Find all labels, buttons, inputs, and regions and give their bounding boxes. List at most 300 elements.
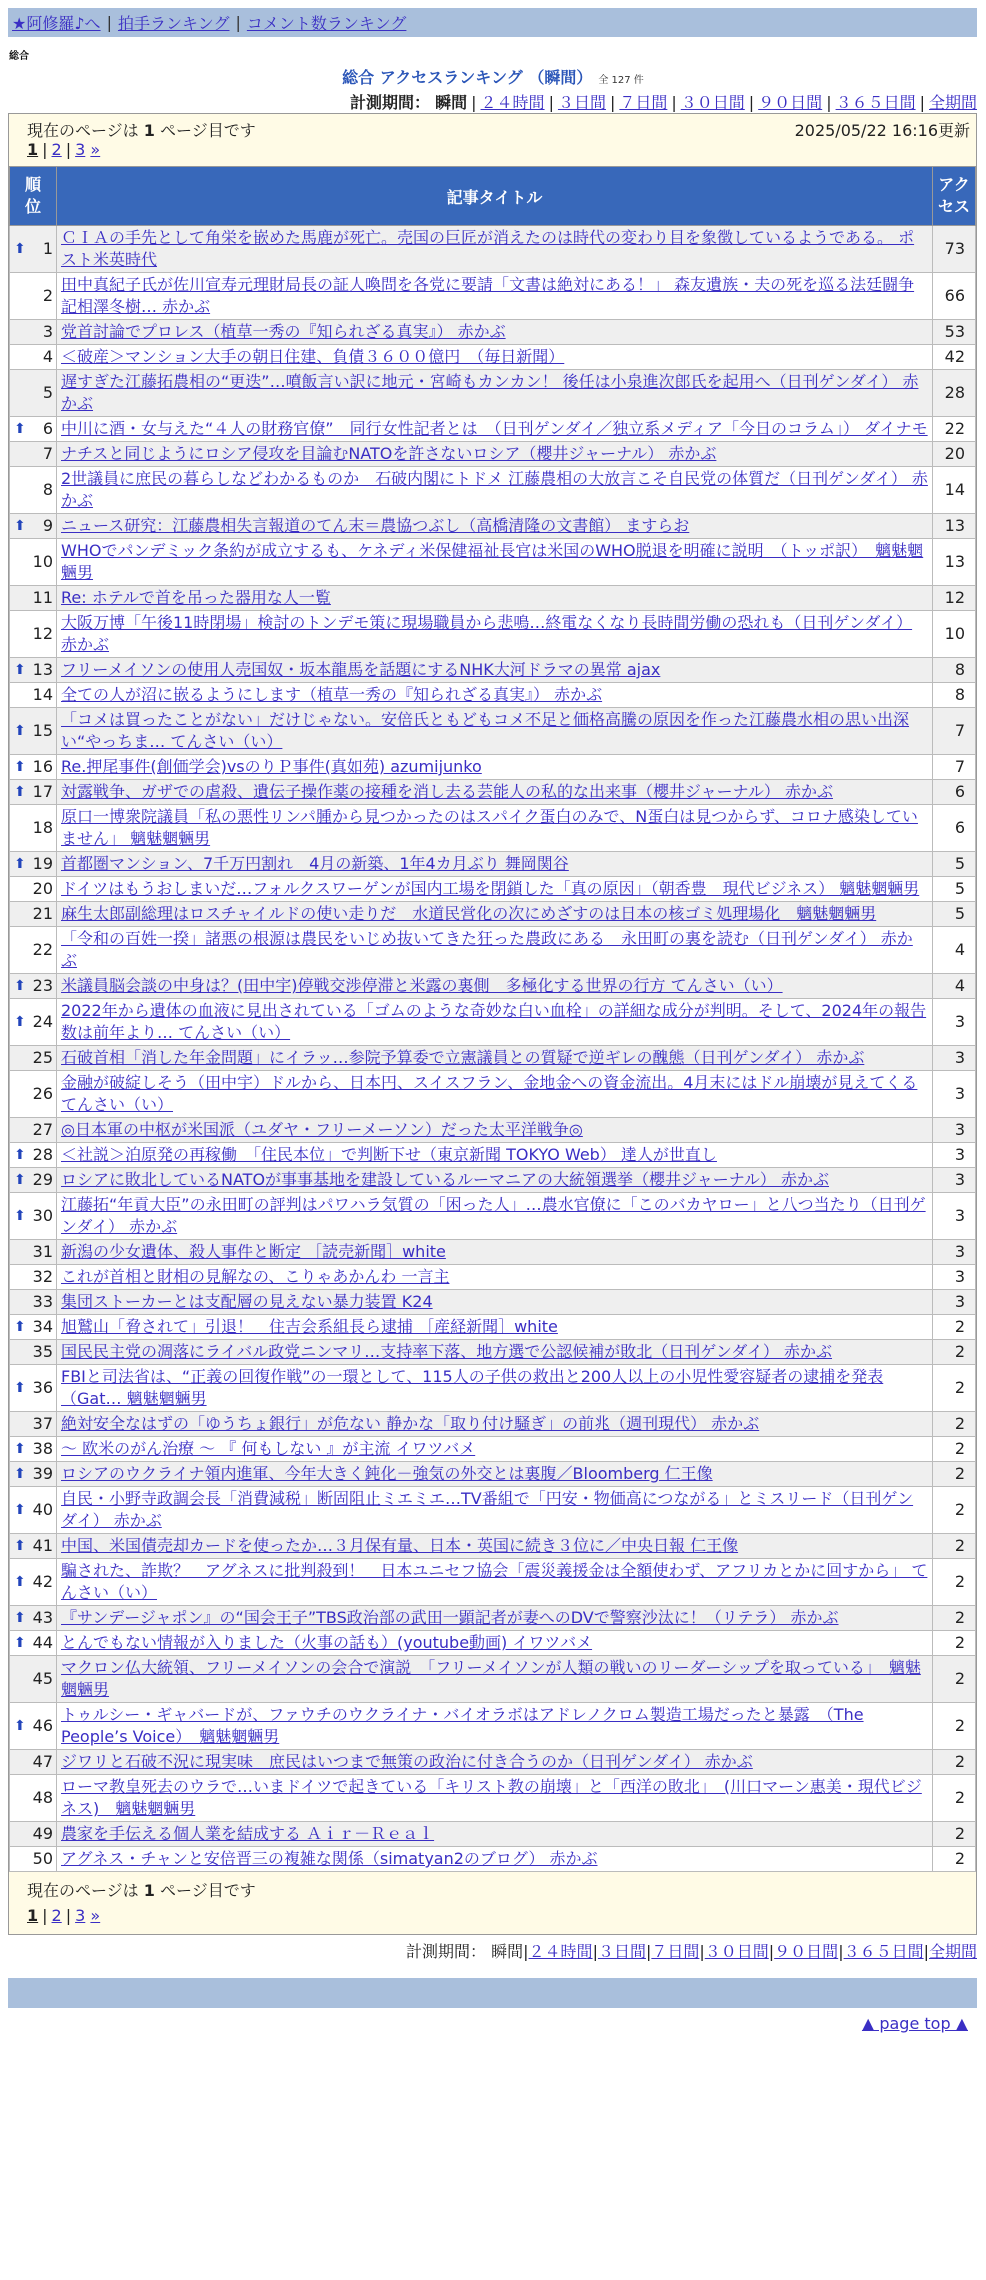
rank-number: 16 — [32, 757, 53, 776]
page-link[interactable]: 2 — [51, 140, 62, 159]
table-row — [10, 1606, 976, 1631]
rank-cell — [10, 683, 57, 708]
period-separator: | — [523, 1942, 529, 1961]
access-count: 2 — [933, 1631, 976, 1656]
article-link[interactable]: 遅すぎた江藤拓農相の“更迭”…噴飯言い訳に地元・宮崎もカンカン！ 後任は小泉進次郎氏を起用へ（日刊ゲンダイ） 赤かぶ — [61, 372, 919, 413]
rank-up-arrow-icon: ⬆ — [14, 1147, 26, 1163]
title-cell — [57, 1487, 933, 1534]
rank-cell — [10, 1559, 57, 1606]
rank-up-arrow-icon: ⬆ — [14, 1441, 26, 1457]
rank-number: 45 — [32, 1669, 53, 1688]
article-link[interactable]: 絶対安全なはずの「ゆうちょ銀行」が危ない 静かな「取り付け騒ぎ」の前兆（週刊現代） 赤かぶ — [61, 1414, 760, 1433]
period-separator: | — [592, 1942, 598, 1961]
article-link[interactable]: 麻生太郎副総理はロスチャイルドの使い走りだ 水道民営化の次にめざすのは日本の核ゴミ処理場化 魑魅魍魎男 — [61, 904, 877, 923]
ranking-table — [9, 166, 976, 1872]
period-option: 瞬間 — [435, 93, 468, 112]
bottom-bar — [8, 1978, 977, 2008]
title-cell — [57, 539, 933, 586]
access-count: 2 — [933, 1656, 976, 1703]
rank-cell — [10, 539, 57, 586]
table-row — [10, 999, 976, 1046]
article-link[interactable]: ジワリと石破不況に現実味 庶民はいつまで無策の政治に付き合うのか（日刊ゲンダイ） 赤かぶ — [61, 1752, 753, 1771]
rank-cell — [10, 1487, 57, 1534]
rank-up-arrow-icon: ⬆ — [14, 241, 26, 257]
access-count: 42 — [933, 345, 976, 370]
title-cell — [57, 1822, 933, 1847]
rank-number: 42 — [32, 1572, 53, 1591]
period-option[interactable]: 全期間 — [928, 93, 977, 112]
table-row — [10, 1412, 976, 1437]
updated-time: 2025/05/22 16:16更新 — [794, 121, 970, 140]
rank-number: 46 — [32, 1716, 53, 1735]
access-count: 8 — [933, 683, 976, 708]
rank-cell — [10, 708, 57, 755]
access-count: 2 — [933, 1847, 976, 1872]
rank-number: 29 — [32, 1170, 53, 1189]
access-count: 2 — [933, 1437, 976, 1462]
rank-cell — [10, 320, 57, 345]
article-link[interactable]: 原口一博衆院議員「私の悪性リンパ腫から見つかったのはスパイク蛋白のみで、N蛋白は見つからず、コロナ感染していません」 魑魅魍魎男 — [61, 807, 918, 848]
rank-number: 24 — [32, 1012, 53, 1031]
table-row — [10, 877, 976, 902]
period-separator: | — [919, 93, 925, 112]
rank-number: 27 — [32, 1120, 53, 1139]
rank-number: 2 — [42, 286, 53, 305]
table-row — [10, 586, 976, 611]
rank-cell — [10, 1118, 57, 1143]
article-link[interactable]: 石破首相「消した年金問題」にイラッ…参院予算委で立憲議員との質疑で逆ギレの醜態（日刊ゲンダイ） 赤かぶ — [61, 1048, 865, 1067]
page-link[interactable]: 3 — [75, 140, 86, 159]
rank-cell — [10, 1631, 57, 1656]
access-count: 22 — [933, 417, 976, 442]
period-option[interactable]: ３０日間 — [680, 93, 745, 112]
article-link[interactable]: ◎日本軍の中枢が米国派（ユダヤ・フリーメーソン）だった太平洋戦争◎ — [61, 1120, 583, 1139]
rank-number: 19 — [32, 854, 53, 873]
title-cell — [57, 370, 933, 417]
table-row — [10, 974, 976, 999]
rank-cell — [10, 1412, 57, 1437]
rank-number: 50 — [32, 1849, 53, 1868]
article-link[interactable]: WHOでパンデミック条約が成立するも、ケネディ米保健福祉長官は米国のWHO脱退を明確に説明 （トッポ訳） 魑魅魍魎男 — [61, 541, 924, 582]
access-count: 2 — [933, 1487, 976, 1534]
period-label: 計測期間： — [406, 1942, 487, 1961]
page-top-link[interactable]: ▲ page top ▲ — [861, 2014, 968, 2033]
next-page-link[interactable]: » — [90, 1906, 101, 1925]
rank-cell — [10, 1703, 57, 1750]
rank-number: 39 — [32, 1464, 53, 1483]
nav-separator: | — [235, 13, 241, 32]
access-count: 4 — [933, 927, 976, 974]
rank-up-arrow-icon: ⬆ — [14, 421, 26, 437]
article-link[interactable]: 集団ストーカーとは支配層の見えない暴力装置 K24 — [61, 1292, 433, 1311]
article-link[interactable]: 全ての人が沼に嵌るようにします（植草一秀の『知られざる真実』） 赤かぶ — [61, 685, 603, 704]
table-header-row — [10, 167, 976, 226]
access-count: 66 — [933, 273, 976, 320]
period-separator: | — [609, 93, 616, 112]
period-separator: | — [748, 93, 755, 112]
table-row — [10, 683, 976, 708]
title-cell — [57, 1656, 933, 1703]
rank-cell — [10, 370, 57, 417]
rank-up-arrow-icon: ⬆ — [14, 784, 26, 800]
table-row — [10, 1143, 976, 1168]
rank-cell — [10, 1340, 57, 1365]
rank-up-arrow-icon: ⬆ — [14, 1014, 26, 1030]
rank-up-arrow-icon: ⬆ — [14, 978, 26, 994]
article-link[interactable]: 「令和の百姓一揆」諸悪の根源は農民をいじめ抜いてきた狂った農政にある 永田町の裏を読む（日刊ゲンダイ） 赤かぶ — [61, 929, 913, 970]
article-link[interactable]: 中国、米国債売却カードを使ったか…３月保有量、日本・英国に続き３位に／中央日報 仁王像 — [61, 1536, 739, 1555]
article-link[interactable]: ＣＩＡの手先として角栄を嵌めた馬鹿が死亡。売国の巨匠が消えたのは時代の変わり目を象徴しているようである。 ポスト米英時代 — [61, 228, 915, 269]
access-count: 10 — [933, 611, 976, 658]
table-row — [10, 708, 976, 755]
period-option[interactable]: ７日間 — [619, 93, 668, 112]
rank-cell — [10, 1193, 57, 1240]
rank-number: 10 — [32, 552, 53, 571]
period-separator: | — [645, 1942, 652, 1961]
access-count: 2 — [933, 1750, 976, 1775]
period-option[interactable]: ３０日間 — [704, 1942, 769, 1961]
access-count: 2 — [933, 1606, 976, 1631]
title-cell — [57, 1534, 933, 1559]
rank-number: 18 — [32, 818, 53, 837]
access-count: 3 — [933, 1168, 976, 1193]
access-count: 3 — [933, 999, 976, 1046]
title-cell — [57, 974, 933, 999]
article-link[interactable]: 旭鷲山「脅されて」引退！ 住吉会系組長ら逮捕 ［産経新聞］white — [61, 1317, 558, 1336]
period-separator: | — [768, 1942, 775, 1961]
title-cell — [57, 442, 933, 467]
table-row — [10, 1437, 976, 1462]
access-count: 28 — [933, 370, 976, 417]
period-option[interactable]: ９０日間 — [758, 93, 823, 112]
rank-cell — [10, 1847, 57, 1872]
table-row — [10, 1340, 976, 1365]
period-separator: | — [548, 93, 554, 112]
article-link[interactable]: トゥルシー・ギャバードが、ファウチのウクライナ・バイオラボはアドレノクロム製造工場だったと暴露 （The People’s Voice） 魑魅魍魎男 — [61, 1705, 864, 1746]
rank-cell — [10, 1265, 57, 1290]
article-link[interactable]: 『サンデージャポン』の“国会王子”TBS政治部の武田一顕記者が妻へのDVで警察沙汰に！（リテラ） 赤かぶ — [61, 1608, 839, 1627]
period-option[interactable]: ３日間 — [557, 93, 606, 112]
table-row — [10, 345, 976, 370]
article-link[interactable]: フリーメイソンの使用人売国奴・坂本龍馬を話題にするNHK大河ドラマの異常 ajax — [61, 660, 661, 679]
period-option[interactable]: ９０日間 — [774, 1942, 839, 1961]
title-cell — [57, 1240, 933, 1265]
rank-up-arrow-icon: ⬆ — [14, 1208, 26, 1224]
article-link[interactable]: FBIと司法省は、“正義の回復作戦”の一環として、115人の子供の救出と200人以上の小児性愛容疑者の逮捕を発表（Gat… 魑魅魍魎男 — [61, 1367, 884, 1408]
pager-separator: | — [65, 140, 72, 159]
table-row — [10, 1775, 976, 1822]
access-count: 7 — [933, 708, 976, 755]
rank-cell — [10, 877, 57, 902]
period-separator: | — [826, 93, 832, 112]
table-row — [10, 902, 976, 927]
article-link[interactable]: ローマ教皇死去のウラで…いまドイツで起きている「キリスト教の崩壊」と「西洋の敗北」 (川口マーン惠美・現代ビジネス) 魑魅魍魎男 — [61, 1777, 922, 1818]
title-cell — [57, 755, 933, 780]
access-count: 13 — [933, 514, 976, 539]
rank-up-arrow-icon: ⬆ — [14, 1319, 26, 1335]
article-link[interactable]: 大阪万博「午後11時閉場」検討のトンデモ策に現場職員から悲鳴…終電なくなり長時間労働の恐れも（日刊ゲンダイ） 赤かぶ — [61, 613, 913, 654]
rank-cell — [10, 442, 57, 467]
pager-separator: | — [42, 1906, 48, 1925]
title-cell — [57, 467, 933, 514]
title-cell — [57, 805, 933, 852]
access-count: 2 — [933, 1365, 976, 1412]
article-link[interactable]: 自民・小野寺政調会長「消費減税」断固阻止ミエミエ…TV番組で「円安・物価高につながる」とミスリード（日刊ゲンダイ） 赤かぶ — [61, 1489, 914, 1530]
rank-number: 47 — [32, 1752, 53, 1771]
table-row — [10, 1822, 976, 1847]
title-cell — [57, 417, 933, 442]
article-link[interactable]: ロシアに敗北しているNATOが事事基地を建設しているルーマニアの大統領選挙（櫻井ジャーナル） 赤かぶ — [61, 1170, 830, 1189]
period-option[interactable]: ２４時間 — [480, 93, 545, 112]
table-row — [10, 1462, 976, 1487]
access-count: 2 — [933, 1822, 976, 1847]
rank-cell — [10, 1168, 57, 1193]
table-row — [10, 805, 976, 852]
ranking-title-line — [0, 65, 986, 88]
rank-cell — [10, 417, 57, 442]
article-link[interactable]: 新潟の少女遺体、殺人事件と断定 ［読売新聞］white — [61, 1242, 446, 1261]
article-link[interactable]: ＜社説＞泊原発の再稼働 「住民本位」で判断下せ（東京新聞 TOKYO Web） 達人が世直し — [61, 1145, 717, 1164]
article-link[interactable]: マクロン仏大統領、フリーメイソンの会合で演説 「フリーメイソンが人類の戦いのリーダーシップを取っている」 魑魅魍魎男 — [61, 1658, 921, 1699]
article-link[interactable]: ～ 欧米のがん治療 ～ 『 何もしない 』が主流 イワツバメ — [61, 1439, 476, 1458]
rank-up-arrow-icon: ⬆ — [14, 856, 26, 872]
article-link[interactable]: 国民民主党の凋落にライバル政党ニンマリ…支持率下落、地方選で公認候補が敗北（日刊ゲンダイ） 赤かぶ — [61, 1342, 833, 1361]
title-cell — [57, 611, 933, 658]
table-row — [10, 852, 976, 877]
article-link[interactable]: 2022年から遺体の血液に見出されている「ゴムのような奇妙な白い血栓」の詳細な成分が判明。そして、2024年の報告数は前年より… てんさい（い） — [61, 1001, 927, 1042]
rank-cell — [10, 1534, 57, 1559]
rank-number: 11 — [32, 588, 53, 607]
article-link[interactable]: Re.押尾事件(創価学会)vsのりＰ事件(真如苑) azumijunko — [61, 757, 482, 776]
comment-ranking-link[interactable]: コメント数ランキング — [246, 14, 407, 33]
rank-cell — [10, 780, 57, 805]
access-count: 20 — [933, 442, 976, 467]
page-status-row-bottom — [9, 1872, 976, 1900]
period-separator: | — [699, 1942, 705, 1961]
period-selector-bottom — [0, 1939, 977, 1962]
rank-cell — [10, 1365, 57, 1412]
title-cell — [57, 226, 933, 273]
access-count: 2 — [933, 1315, 976, 1340]
title-cell — [57, 1290, 933, 1315]
article-link[interactable]: ＜破産＞マンション大手の朝日住建、負債３６００億円 （毎日新聞） — [61, 347, 565, 366]
rank-number: 8 — [42, 480, 53, 499]
article-link[interactable]: 江藤拓“年貢大臣”の永田町の評判はパワハラ気質の「困った人」…農水官僚に「このバカヤロー」と八つ当たり（日刊ゲンダイ） 赤かぶ — [61, 1195, 926, 1236]
period-separator: | — [671, 93, 677, 112]
rank-number: 32 — [32, 1267, 53, 1286]
pager-top — [9, 140, 976, 166]
article-link[interactable]: 騙された、詐欺？ アグネスに批判殺到！ 日本ユニセフ協会「震災義援金は全額使わず、アフリカとかに回すから」 てんさい（い） — [61, 1561, 928, 1602]
rank-number: 13 — [32, 660, 53, 679]
table-row — [10, 1365, 976, 1412]
rank-number: 44 — [32, 1633, 53, 1652]
title-cell — [57, 1046, 933, 1071]
access-count: 3 — [933, 1046, 976, 1071]
rank-number: 4 — [42, 347, 53, 366]
rank-up-arrow-icon: ⬆ — [14, 1538, 26, 1554]
rank-number: 38 — [32, 1439, 53, 1458]
rank-cell — [10, 927, 57, 974]
rank-number: 22 — [32, 940, 53, 959]
rank-up-arrow-icon: ⬆ — [14, 1380, 26, 1396]
article-link[interactable]: これが首相と財相の見解なの、こりゃあかんわ 一言主 — [61, 1267, 450, 1286]
access-count: 2 — [933, 1703, 976, 1750]
article-link[interactable]: ドイツはもうおしまいだ…フォルクスワーゲンが国内工場を閉鎖した「真の原因」（朝香豊 現代ビジネス） 魑魅魍魎男 — [61, 879, 920, 898]
article-link[interactable]: 田中真紀子氏が佐川宣寿元理財局長の証人喚問を各党に要請「文書は絶対にある！」 森友遺族・夫の死を巡る法廷闘争記相澤冬樹… 赤かぶ — [61, 275, 915, 316]
rank-up-arrow-icon: ⬆ — [14, 1502, 26, 1518]
page-status: 現在のページは 1 ページ目です — [27, 121, 256, 140]
access-count: 2 — [933, 1775, 976, 1822]
rank-header: 順 位 — [10, 167, 57, 226]
access-count: 8 — [933, 658, 976, 683]
rank-number: 49 — [32, 1824, 53, 1843]
rank-up-arrow-icon: ⬆ — [14, 518, 26, 534]
table-row — [10, 1265, 976, 1290]
title-cell — [57, 1118, 933, 1143]
rank-up-arrow-icon: ⬆ — [14, 1466, 26, 1482]
applause-ranking-link[interactable]: 拍手ランキング — [117, 14, 230, 33]
rank-number: 5 — [42, 383, 53, 402]
access-count: 13 — [933, 539, 976, 586]
rank-cell — [10, 902, 57, 927]
access-count: 73 — [933, 226, 976, 273]
rank-number: 6 — [42, 419, 53, 438]
table-row — [10, 226, 976, 273]
article-link[interactable]: 首都圏マンション、7千万円割れ 4月の新築、1年4カ月ぶり 舞岡関谷 — [61, 854, 569, 873]
rank-number: 37 — [32, 1414, 53, 1433]
table-row — [10, 1168, 976, 1193]
table-row — [10, 370, 976, 417]
access-count: 5 — [933, 877, 976, 902]
total-count: 全 127 件 — [598, 75, 644, 86]
article-link[interactable]: Re: ホテルで首を吊った器用な人一覧 — [61, 588, 331, 607]
rank-cell — [10, 586, 57, 611]
title-cell — [57, 1412, 933, 1437]
title-cell — [57, 658, 933, 683]
rank-number: 20 — [32, 879, 53, 898]
title-cell — [57, 1193, 933, 1240]
rank-cell — [10, 345, 57, 370]
table-row — [10, 1290, 976, 1315]
period-option[interactable]: ３６５日間 — [843, 1942, 924, 1961]
rank-number: 43 — [32, 1608, 53, 1627]
article-link[interactable]: とんでもない情報が入りました（火事の話も）(youtube動画) イワツバメ — [61, 1633, 593, 1652]
rank-cell — [10, 514, 57, 539]
period-option[interactable]: ２４時間 — [528, 1942, 593, 1961]
access-count: 3 — [933, 1193, 976, 1240]
period-option[interactable]: 全期間 — [928, 1942, 977, 1961]
access-count: 4 — [933, 974, 976, 999]
table-row — [10, 1631, 976, 1656]
period-option[interactable]: ３日間 — [597, 1942, 646, 1961]
title-cell — [57, 1365, 933, 1412]
period-separator: | — [923, 1942, 929, 1961]
article-link[interactable]: ナチスと同じようにロシア侵攻を目論むNATOを許さないロシア（櫻井ジャーナル） 赤かぶ — [61, 444, 717, 463]
period-option: 瞬間 — [491, 1942, 524, 1961]
table-row — [10, 1193, 976, 1240]
access-count: 5 — [933, 902, 976, 927]
page-link[interactable]: 3 — [75, 1906, 86, 1925]
rank-number: 3 — [42, 322, 53, 341]
article-link[interactable]: アグネス・チャンと安倍晋三の複雑な関係（simatyan2のブログ） 赤かぶ — [61, 1849, 598, 1868]
title-cell — [57, 1775, 933, 1822]
table-row — [10, 755, 976, 780]
title-cell — [57, 927, 933, 974]
rank-cell — [10, 1462, 57, 1487]
article-link[interactable]: 中川に酒・女与えた“４人の財務官僚” 同行女性記者とは （日刊ゲンダイ／独立系メディア「今日のコラム」） ダイナモ — [61, 419, 928, 438]
article-link[interactable]: 党首討論でプロレス（植草一秀の『知られざる真実』） 赤かぶ — [61, 322, 506, 341]
period-option[interactable]: ７日間 — [651, 1942, 700, 1961]
rank-number: 35 — [32, 1342, 53, 1361]
ranking-table-body — [10, 226, 976, 1872]
rank-up-arrow-icon: ⬆ — [14, 1635, 26, 1651]
access-count: 6 — [933, 780, 976, 805]
next-page-link[interactable]: » — [90, 140, 101, 159]
rank-number: 41 — [32, 1536, 53, 1555]
rank-up-arrow-icon: ⬆ — [14, 1172, 26, 1188]
article-link[interactable]: 農家を手伝える個人業を結成する Ａｉｒ－Ｒｅａｌ — [61, 1824, 435, 1843]
rank-cell — [10, 999, 57, 1046]
rank-cell — [10, 1656, 57, 1703]
current-page: 1 — [27, 140, 39, 159]
rank-number: 14 — [32, 685, 53, 704]
top-nav-bar — [8, 8, 977, 37]
title-cell — [57, 1847, 933, 1872]
title-cell — [57, 877, 933, 902]
title-cell — [57, 708, 933, 755]
article-link[interactable]: ニュース研究：江藤農相失言報道のてん末＝農協つぶし（高橋清隆の文書館） ますらお — [61, 516, 690, 535]
rank-cell — [10, 226, 57, 273]
article-link[interactable]: 米議員脳会談の中身は？(田中宇)停戦交渉停滞と米露の裏側 多極化する世界の行方 てんさい（い） — [61, 976, 783, 995]
rank-cell — [10, 974, 57, 999]
table-row — [10, 539, 976, 586]
title-cell — [57, 852, 933, 877]
access-count: 6 — [933, 805, 976, 852]
article-link[interactable]: 対露戦争、ガザでの虐殺、遺伝子操作薬の接種を消し去る芸能人の私的な出来事（櫻井ジャーナル） 赤かぶ — [61, 782, 833, 801]
page-status-row — [9, 114, 976, 140]
rank-number: 12 — [32, 624, 53, 643]
period-separator: | — [838, 1942, 844, 1961]
article-link[interactable]: 「コメは買ったことがない」だけじゃない。安倍氏ともどもコメ不足と価格高騰の原因を作った江藤農水相の思い出深い“やっちま… てんさい（い） — [61, 710, 910, 751]
title-cell — [57, 1437, 933, 1462]
title-cell — [57, 1606, 933, 1631]
pager-bottom — [9, 1900, 976, 1934]
page-status: 現在のページは 1 ページ目です — [27, 1881, 256, 1900]
access-count: 53 — [933, 320, 976, 345]
table-row — [10, 611, 976, 658]
page-link[interactable]: 2 — [51, 1906, 62, 1925]
article-link[interactable]: ロシアのウクライナ領内進軍、今年大きく鈍化－強気の外交とは裏腹／Bloomberg 仁王像 — [61, 1464, 713, 1483]
rank-number: 1 — [42, 239, 53, 258]
asyura-home-link[interactable]: ★阿修羅♪へ — [12, 14, 101, 33]
table-row — [10, 1240, 976, 1265]
title-cell — [57, 1340, 933, 1365]
period-option[interactable]: ３６５日間 — [835, 93, 916, 112]
pager-separator: | — [42, 140, 48, 159]
rank-number: 30 — [32, 1206, 53, 1225]
title-cell — [57, 1168, 933, 1193]
rank-number: 40 — [32, 1500, 53, 1519]
rank-cell — [10, 1437, 57, 1462]
article-link[interactable]: 金融が破綻しそう（田中宇）ドルから、日本円、スイスフラン、金地金への資金流出。4月末にはドル崩壊が見えてくる てんさい（い） — [61, 1073, 918, 1114]
rank-number: 21 — [32, 904, 53, 923]
rank-number: 26 — [32, 1084, 53, 1103]
article-link[interactable]: 2世議員に庶民の暮らしなどわかるものか 石破内閣にトドメ 江藤農相の大放言こそ自民党の体質だ（日刊ゲンダイ） 赤かぶ — [61, 469, 928, 510]
title-cell — [57, 586, 933, 611]
rank-cell — [10, 1046, 57, 1071]
rank-up-arrow-icon: ⬆ — [14, 723, 26, 739]
rank-number: 9 — [42, 516, 53, 535]
